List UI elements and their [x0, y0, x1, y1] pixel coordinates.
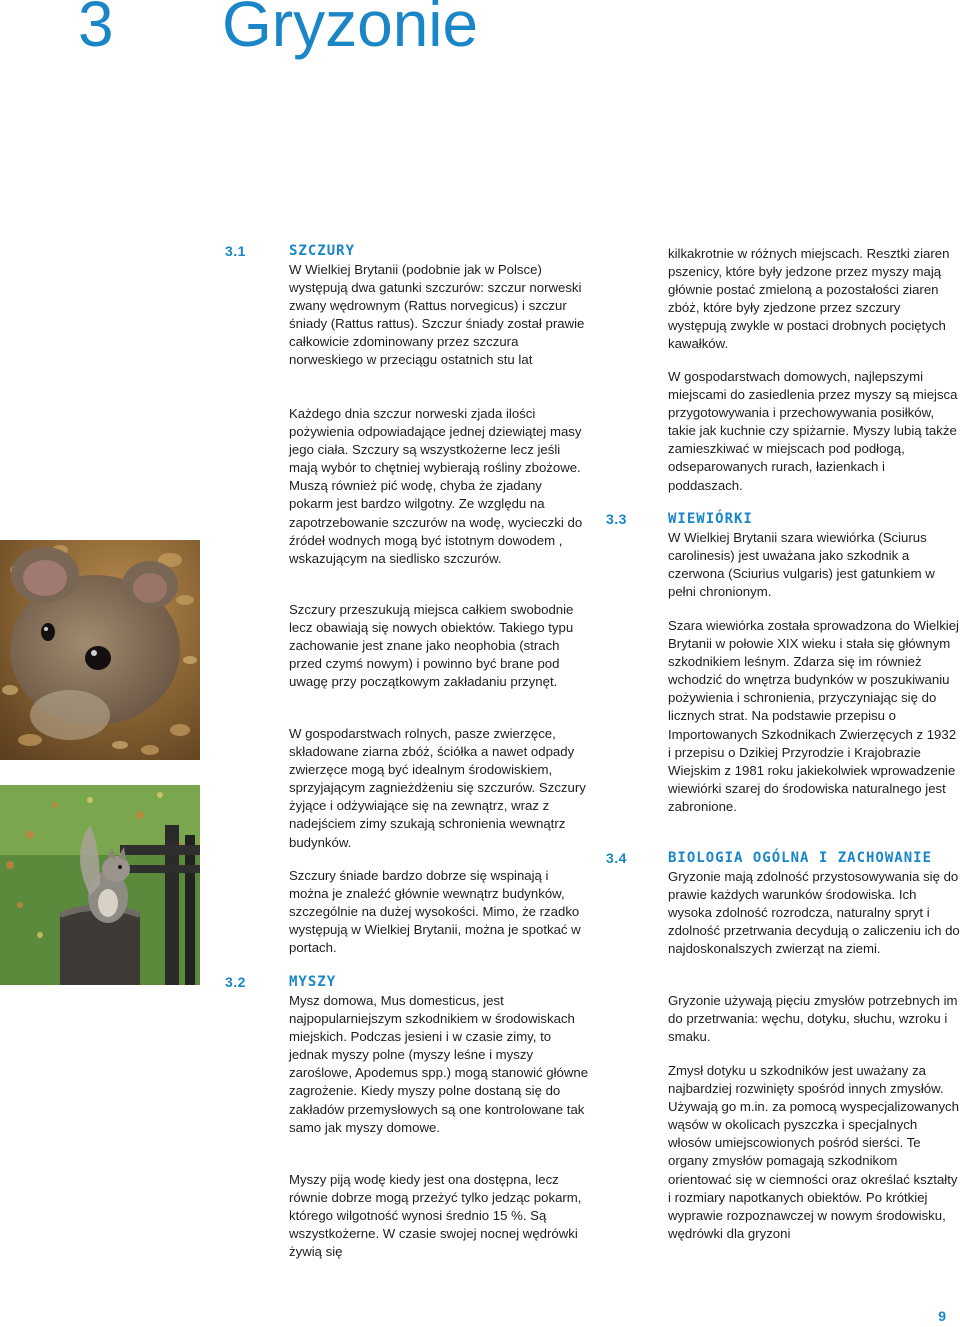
squirrel-photo	[0, 785, 200, 985]
section-3-3-title: WIEWIÓRKI	[668, 511, 753, 527]
biology-intro-paragraph: Gryzonie mają zdolność przystosowywania się do prawie każdych warunków środowiska. Ich wysoka zdolność rozrodcza, naturalny spryt i zdolność przetrwania decydują o zaliczeniu ich do najdoskonalszych zwierząt na ziemi.	[668, 869, 960, 957]
chapter-number: 3	[78, 0, 114, 60]
rats-farms-paragraph: W gospodarstwach rolnych, pasze zwierzęce, składowane ziarna zbóż, ściółka a nawet odpady zwierzęce mogą być idealnym środowiskiem, sprzyjającym zagnieżdżeniu się szczurów. Szczury żyjące i odżywiające się na zewnątrz, wraz z nadejściem zimy szukają schronienia wewnątrz budynków.	[289, 726, 586, 850]
mice-feeding-paragraph: kilkakrotnie w różnych miejscach. Resztki ziaren pszenicy, które były jedzone przez myszy mają głównie postać zmieloną a pozostałości ziaren zbóż, które były zjedzone przez szczury występują zwykle w postaci drobnych pociętych kawałków.	[668, 246, 950, 352]
touch-sense-paragraph: Zmysł dotyku u szkodników jest uważany za najbardziej rozwinięty spośród innych zmysłów. Używają go m.in. za pomocą wyspecjalizowanych wąsów w okolicach pyszczka i specjalnych włosów umiejscowionych pośród sierści. Te organy zmysłów pomagają szkodnikom orientować się w ciemności oraz określać kształty i rozmiary napotkanych obiektów. Po krótkiej wyprawie rozpoznawczej w nowym środowisku, wędrówki dla gryzoni	[668, 1063, 959, 1241]
section-3-4-title: BIOLOGIA OGÓLNA I ZACHOWANIE	[668, 850, 933, 866]
section-3-2-title: MYSZY	[289, 974, 337, 990]
section-3-4-number: 3.4	[606, 850, 627, 866]
rats-diet-paragraph: Każdego dnia szczur norweski zjada ilości pożywienia odpowiadające jednej dziewiątej masy jego ciała. Szczury są wszystkożerne lecz jeśli mają wybór to chętniej wybierają rośliny zbożowe. Muszą również pić wodę, chyba że zjadany pokarm jest bardzo wilgotny. Ze względu na zapotrzebowanie szczurów na wodę, wycieczki do źródeł wodnych mogą być istotnym dowodem , wskazującym na siedlisko szczurów.	[289, 406, 583, 566]
mice-households-paragraph: W gospodarstwach domowych, najlepszymi miejscami do zasiedlenia przez myszy są miejsca przygotowywania i przechowywania posiłków, takie jak kuchnie czy spiżarnie. Myszy lubią także zamieszkiwać w miejscach pod podłogą, odseparowanych rurach, łazienkach i poddaszach.	[668, 369, 958, 493]
senses-paragraph: Gryzonie używają pięciu zmysłów potrzebnych im do przetrwania: węchu, dotyku, słuchu, wzroku i smaku.	[668, 993, 958, 1045]
mice-intro-paragraph: Mysz domowa, Mus domesticus, jest najpopularniejszym szkodnikiem w środowiskach miejskich. Podczas jesieni i w czasie zimy, to jednak myszy polne (myszy leśne i myszy zaroślowe, Apodemus spp.) mogą stanowić główne zagrożenie. Kiedy myszy polne dostaną się do zakładów przemysłowych są one kontrolowane tak samo jak myszy domowe.	[289, 993, 589, 1135]
rats-neophobia-paragraph: Szczury przeszukują miejsca całkiem swobodnie lecz obawiają się nowych obiektów. Takiego typu zachowanie jest znane jako neophobia (strach przed czymś nowym) i powinno być brane pod uwagę przy początkowym zakładaniu przynęt.	[289, 602, 574, 690]
page-number: 9	[938, 1308, 946, 1324]
rats-intro-paragraph: W Wielkiej Brytanii (podobnie jak w Polsce) występują dwa gatunki szczurów: szczur norweski zwany wędrownym (Rattus norvegicus) i szczur śniady (Rattus rattus). Szczur śniady został prawie całkowicie zdominowany przez szczura norweskiego w przeciągu ostatnich stu lat	[289, 262, 585, 368]
mouse-photo	[0, 540, 200, 760]
black-rats-paragraph: Szczury śniade bardzo dobrze się wspinają i można je znaleźć głównie wewnątrz budynków, szczególnie na dużej wysokości. Mimo, że rzadko występują w Wielkiej Brytanii, można je spotkać w portach.	[289, 868, 581, 956]
grey-squirrel-paragraph: Szara wiewiórka została sprowadzona do Wielkiej Brytanii w połowie XIX wieku i stała się głównym szkodnikiem leśnym. Zdarza się im również wchodzić do wnętrza budynków w poszukiwaniu pożywienia i schronienia, przyczyniając się do licznych strat. Na podstawie przepisu o Importowanych Szkodnikach Zwierzęcych z 1932 i przepisu o Dzikiej Przyrodzie i Krajobrazie Wiejskim z 1981 roku jakiekolwiek wprowadzenie wiewiórki szarej do środowiska naturalnego jest zabronione.	[668, 618, 959, 814]
squirrels-intro-paragraph: W Wielkiej Brytanii szara wiewiórka (Sciurus carolinesis) jest uważana jako szkodnik a czerwona (Sciurius vulgaris) jest gatunkiem w pełni chronionym.	[668, 530, 935, 600]
mice-water-paragraph: Myszy piją wodę kiedy jest ona dostępna, lecz równie dobrze mogą przeżyć tylko jedząc pokarm, którego wilgotność wynosi średnio 15 %. Są wszystkożerne. W czasie swojej nocnej wędrówki żywią się	[289, 1172, 582, 1260]
section-3-1-title: SZCZURY	[289, 243, 356, 259]
chapter-title: Gryzonie	[222, 0, 479, 60]
section-3-3-number: 3.3	[606, 511, 627, 527]
section-3-2-number: 3.2	[225, 974, 246, 990]
section-3-1-number: 3.1	[225, 243, 246, 259]
